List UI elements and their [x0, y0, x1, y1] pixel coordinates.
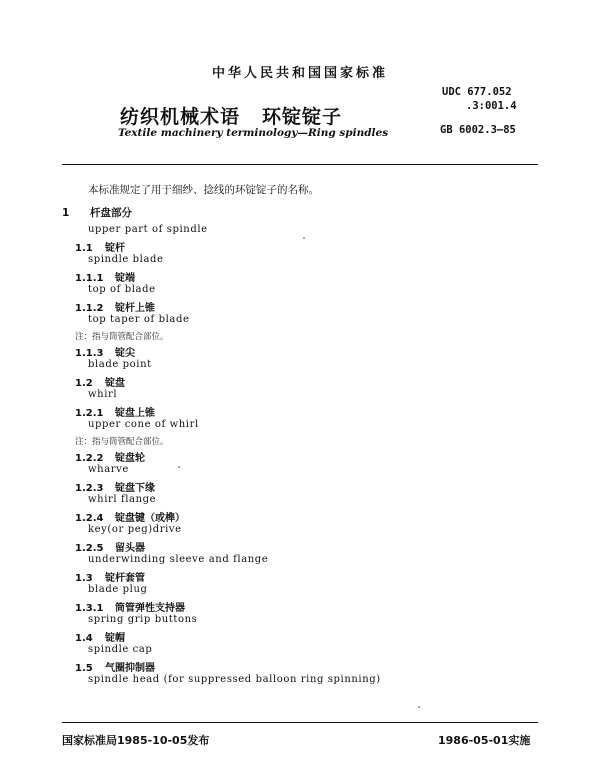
intro-paragraph: 本标准规定了用于细纱、捻线的环锭锭子的名称。 [88, 184, 319, 196]
term-cn: 锭帽 [105, 633, 125, 644]
section-number: 1 [62, 207, 70, 219]
term-en: top of blade [88, 284, 156, 295]
section-english: upper part of spindle [88, 224, 208, 235]
title-cn-part1: 纺织机械术语 [120, 106, 241, 128]
scan-speck [178, 466, 180, 468]
term-number: 1.2 [75, 378, 93, 389]
scan-speck [303, 237, 305, 239]
issue-date: 国家标准局1985-10-05发布 [62, 734, 210, 747]
udc-code-line2: .3:001.4 [466, 100, 517, 112]
term-number: 1.1.2 [75, 303, 104, 314]
term-heading [75, 239, 125, 254]
term-number: 1.2.2 [75, 453, 104, 464]
term-cn: 留头器 [115, 543, 145, 554]
term-number: 1.3 [75, 573, 93, 584]
term-cn: 锭盘 [105, 378, 125, 389]
term-number: 1.4 [75, 633, 93, 644]
term-en: top taper of blade [88, 314, 190, 325]
term-number: 1.1.3 [75, 348, 104, 359]
title-english: Textile machinery terminology—Ring spindles [118, 127, 389, 139]
term-number: 1.2.5 [75, 543, 104, 554]
term-heading [75, 374, 125, 389]
term-cn: 锭杆上锥 [115, 303, 155, 314]
term-number: 1.5 [75, 663, 93, 674]
term-heading [75, 269, 135, 284]
term-en: spring grip buttons [88, 614, 198, 625]
term-cn: 锭杆套管 [105, 573, 145, 584]
term-number: 1.1.1 [75, 273, 104, 284]
term-en: spindle blade [88, 254, 164, 265]
term-number: 1.1 [75, 243, 93, 254]
term-en: wharve [88, 464, 129, 475]
term-heading [75, 449, 145, 464]
term-number: 1.3.1 [75, 603, 104, 614]
term-en: blade plug [88, 584, 148, 595]
term-heading [75, 599, 185, 614]
term-cn: 气圈抑制器 [105, 663, 155, 674]
term-cn: 锭盘轮 [115, 453, 145, 464]
term-number: 1.2.4 [75, 513, 104, 524]
term-heading [75, 509, 185, 524]
title-cn-part2: 环锭锭子 [262, 106, 343, 128]
term-heading [75, 539, 145, 554]
term-en: upper cone of whirl [88, 419, 199, 430]
standard-name: 中华人民共和国国家标准 [211, 66, 388, 81]
udc-code-line1: UDC 677.052 [442, 86, 512, 98]
term-number: 1.2.1 [75, 408, 104, 419]
term-note: 注：指与筒管配合部位。 [75, 437, 169, 447]
term-heading [75, 404, 155, 419]
term-cn: 锭盘下缘 [115, 483, 155, 494]
footer-divider [62, 722, 538, 723]
term-en: key(or peg)drive [88, 524, 182, 535]
term-cn: 锭杆 [105, 243, 125, 254]
term-en: blade point [88, 359, 152, 370]
term-cn: 筒管弹性支持器 [115, 603, 185, 614]
term-heading [75, 299, 155, 314]
header-divider [62, 164, 538, 165]
term-heading [75, 659, 155, 674]
term-cn: 锭尖 [115, 348, 135, 359]
title-chinese [120, 102, 342, 129]
section-heading [62, 205, 132, 220]
term-heading [75, 479, 155, 494]
term-en: underwinding sleeve and flange [88, 554, 269, 565]
scan-speck [418, 706, 420, 708]
term-number: 1.2.3 [75, 483, 104, 494]
section-title: 杆盘部分 [90, 207, 132, 219]
term-heading [75, 629, 125, 644]
effective-date: 1986-05-01实施 [438, 734, 531, 747]
term-en: whirl [88, 389, 118, 400]
term-cn: 锭盘上锥 [115, 408, 155, 419]
term-en: whirl flange [88, 494, 157, 505]
term-heading [75, 569, 145, 584]
gb-code: GB 6002.3—85 [440, 124, 516, 136]
term-cn: 锭盘键（或榫） [115, 513, 185, 524]
term-en: spindle head (for suppressed balloon ring spinning) [88, 674, 381, 685]
term-en: spindle cap [88, 644, 153, 655]
term-note: 注：指与筒管配合部位。 [75, 332, 169, 342]
term-heading [75, 344, 135, 359]
term-cn: 锭端 [115, 273, 135, 284]
